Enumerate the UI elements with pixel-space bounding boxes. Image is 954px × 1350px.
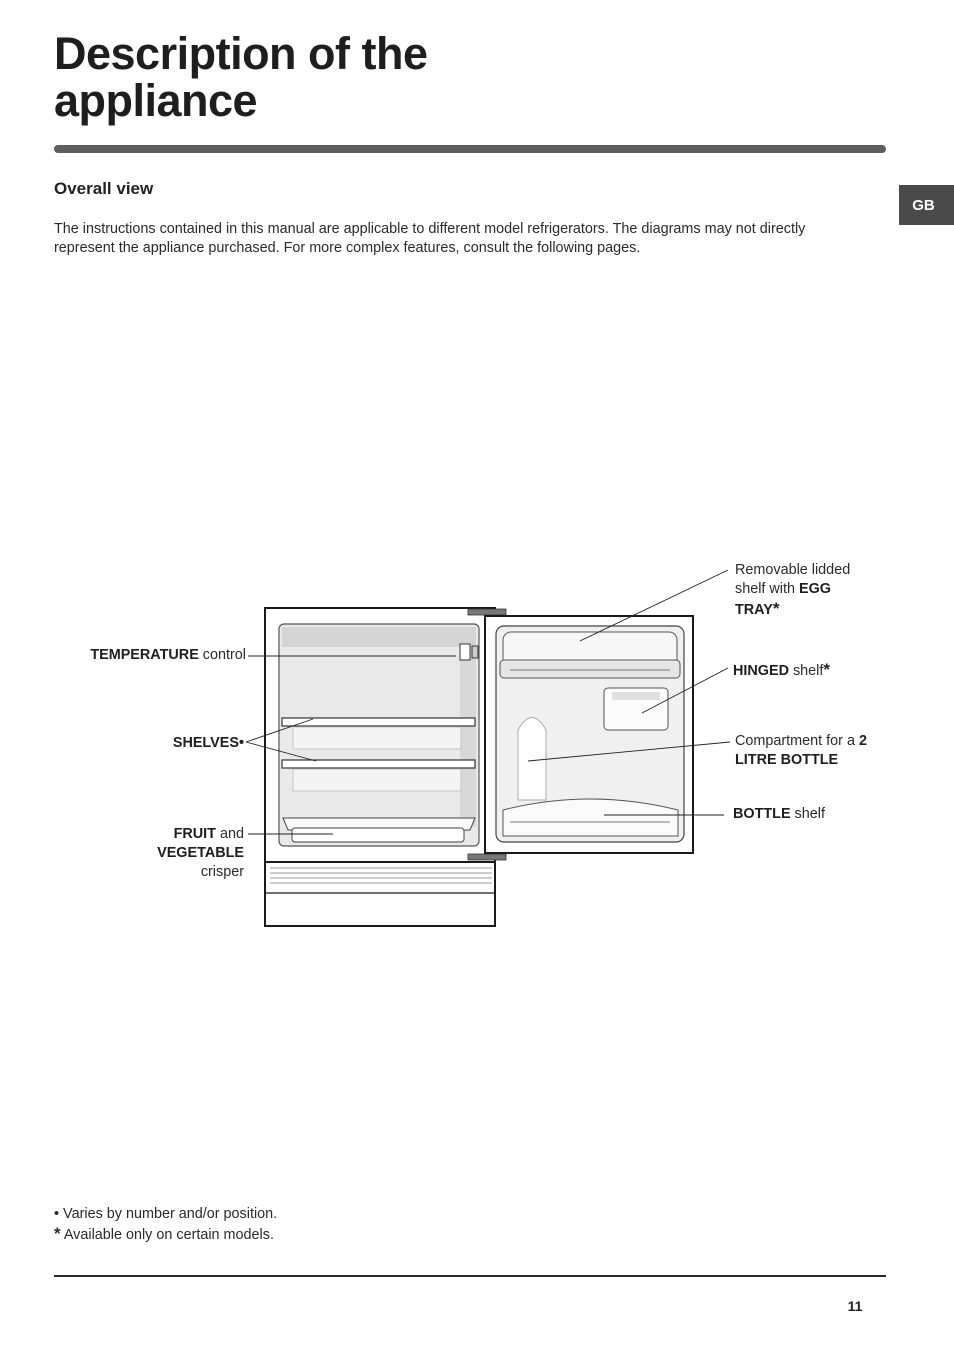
footnote-star: * Available only on certain models. xyxy=(54,1224,274,1243)
fridge-door xyxy=(485,616,693,853)
title-line-2: appliance xyxy=(54,75,258,126)
label-egg-tray-shelf: Removable lidded shelf with EGG TRAY* xyxy=(735,562,851,618)
section-heading: Overall view xyxy=(54,179,154,198)
label-bottle-shelf: BOTTLE shelf xyxy=(733,806,825,822)
page-number: 11 xyxy=(847,1298,863,1314)
language-tab[interactable]: GB xyxy=(899,185,954,225)
label-temperature-control: TEMPERATURE control xyxy=(90,647,246,663)
label-fruit-vegetable-crisper: FRUIT and VEGETABLE crisper xyxy=(157,826,244,880)
footnote-bullet: • Varies by number and/or position. xyxy=(54,1206,278,1222)
footnotes xyxy=(54,1205,277,1245)
label-bottle-compartment: Compartment for a 2 LITRE BOTTLE xyxy=(735,733,867,768)
label-hinged-shelf: HINGED shelf* xyxy=(733,660,830,679)
footer-rule xyxy=(54,1275,886,1277)
intro-paragraph: The instructions contained in this manual are applicable to different model refrigerators. The diagrams may not directly represent the appliance purchased. For more complex features, consult the following pages. xyxy=(54,221,806,256)
title-line-1: Description of the xyxy=(54,28,428,79)
label-shelves: SHELVES• xyxy=(172,735,244,751)
